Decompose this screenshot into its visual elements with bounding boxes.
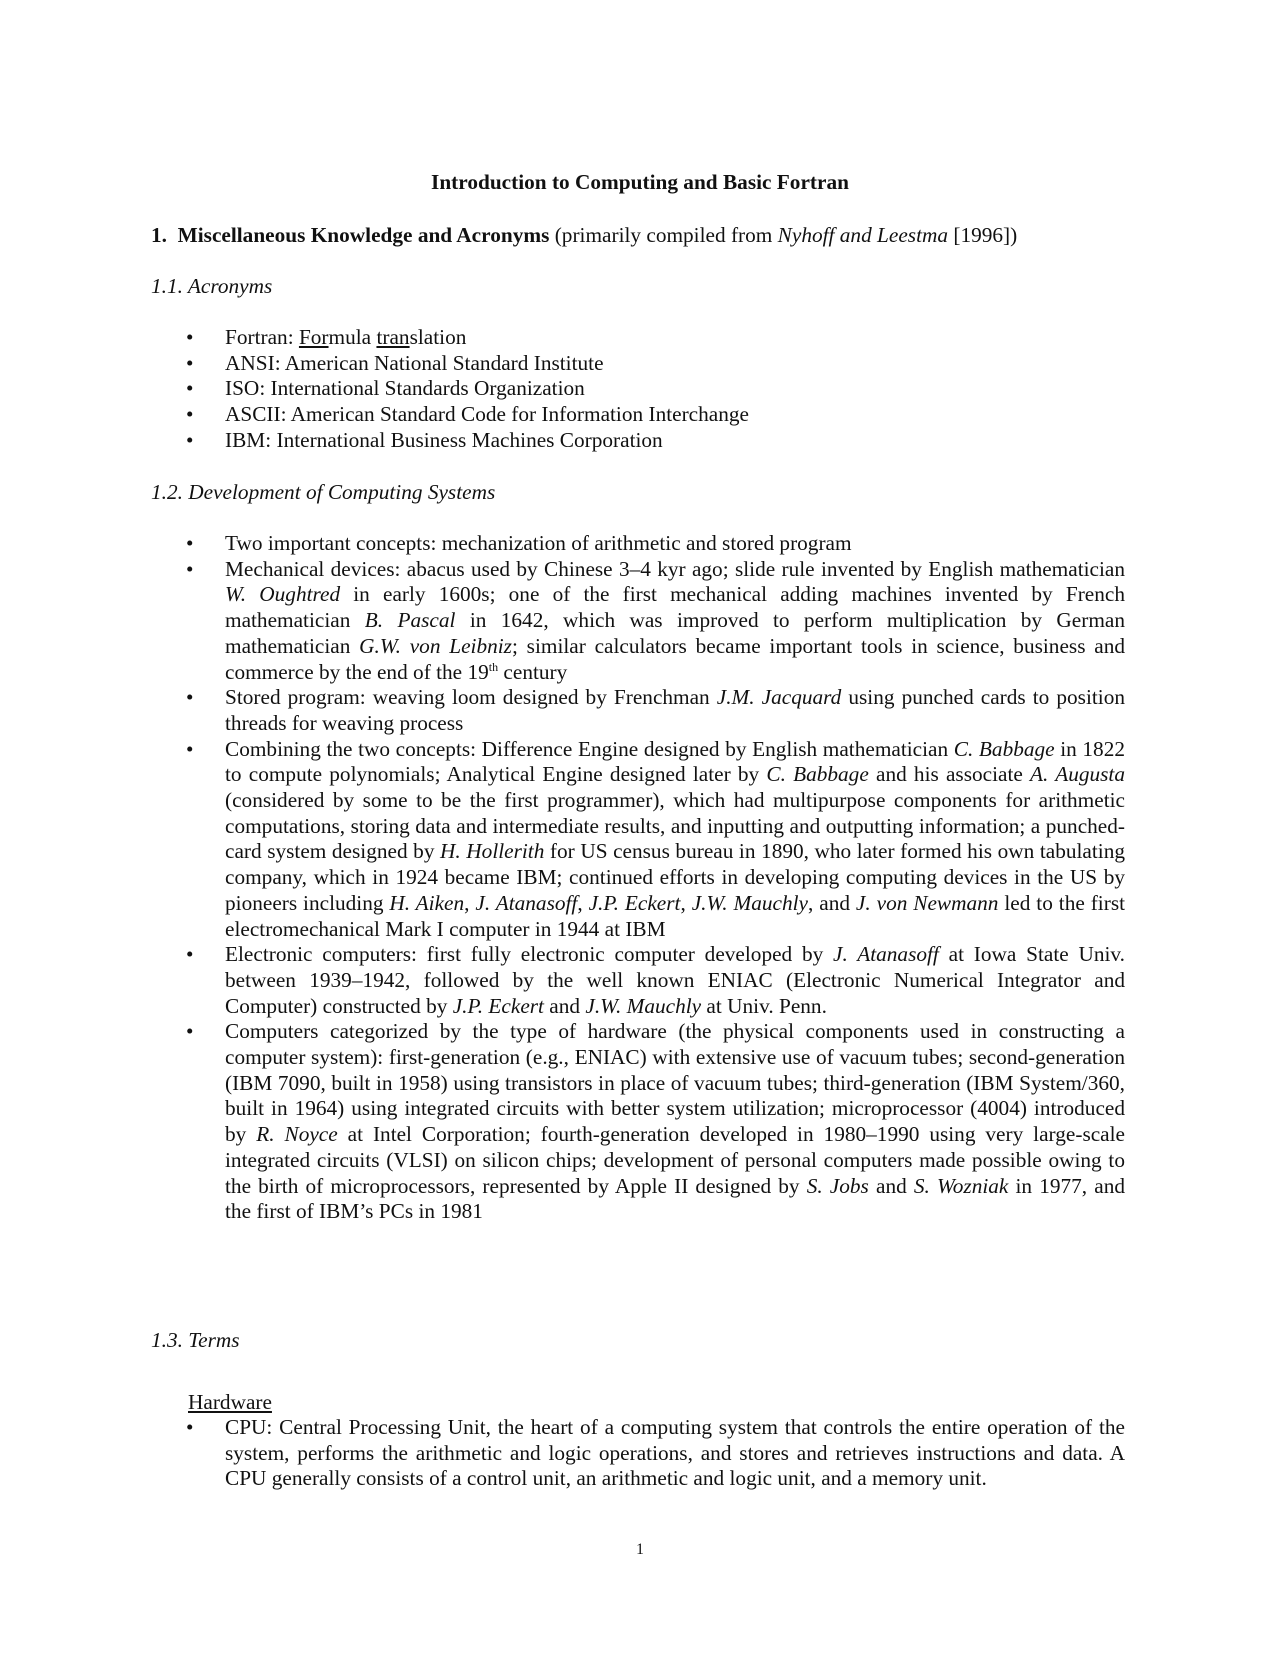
section-1-heading [151,223,1017,249]
list-item [0,351,1125,377]
item-text: Mechanical devices: abacus used by Chinese 3–4 kyr ago; slide rule invented by English mathematician [225,556,1125,581]
list-item [0,531,1125,557]
item-text: using punched cards to position threads for weaving process [225,685,1125,735]
item-text: Fortran: [225,325,299,349]
item-text: ASCII: American Standard Code for Information Interchange [225,402,749,427]
list-item [0,942,1125,1019]
item-text: at Intel Corporation; fourth-generation developed in 1980–1990 using very large-scale integrated circuits (VLSI) on silicon chips; development of personal computers made possible owing to the birth of microprocessors, represented by Apple II designed by [225,1122,1126,1198]
item-text: Stored program: weaving loom designed by Frenchman [225,685,717,710]
person-name: J.M. Jacquard [716,685,842,710]
subsection-1-1-heading: 1.1. Acronyms [151,274,273,298]
item-text: in 1642, which was improved to perform multiplication by German mathematician [225,608,1126,658]
development-list [0,531,1280,1225]
item-text: Electronic computers: first fully electronic computer developed by [225,942,834,967]
item-text: Computers categorized by the type of hardware (the physical components used in constructing a computer system): first-generation (e.g., ENIAC) with extensive use of vacuum tubes; second-generation (IBM 7090, built in 1958) using transistors in place of vacuum tubes; third-generation (IBM System/360, built in 1964) using integrated circuits with better system utilization; microprocessor (4004) introduced by [225,1019,1125,1147]
item-text: and [543,993,586,1018]
item-text: at Iowa State Univ. between 1939–1942, followed by the well known ENIAC (Electronic Numerical Integrator and Computer) constructed by [225,942,1126,1018]
item-text: CPU: Central Processing Unit, the heart of a computing system that controls the entire operation of the system, performs the arithmetic and logic operations, and stores and retrieves instructions and data. A CPU generally consists of a control unit, an arithmetic and logic unit, and a memory unit. [225,1415,1125,1491]
item-text: in 1822 to compute polynomials; Analytical Engine designed later by [225,736,1126,787]
bullet-icon: • [186,1415,194,1439]
bullet-icon: • [186,685,194,710]
bullet-icon: • [186,350,194,375]
list-item [0,402,1125,428]
item-text: in early 1600s; one of the first mechanical adding machines invented by French mathematician [225,582,1125,633]
person-name: J. Atanasoff [833,942,939,967]
superscript: th [488,659,499,674]
person-name: G.W. von Leibniz [359,633,512,658]
person-name: H. Hollerith [440,839,545,864]
item-text: , [680,890,692,915]
person-name: R. Noyce [256,1122,338,1147]
person-name: S. Wozniak [913,1173,1009,1198]
item-text: , [464,890,476,915]
bullet-icon: • [186,942,194,967]
page-number: 1 [636,1541,644,1558]
list-item [0,428,1125,454]
item-text: led to the first electromechanical Mark I computer in 1944 at IBM [225,890,1126,941]
person-name: H. Aiken [389,890,465,915]
bullet-icon: • [186,376,194,401]
person-name: A. Augusta [1030,762,1125,787]
list-item [0,1019,1125,1225]
item-text: century [498,659,568,684]
section-note-source: Nyhoff and Leestma [777,223,949,247]
item-text: at Univ. Penn. [701,993,827,1018]
hardware-label: Hardware [188,1390,272,1414]
terms-list [0,1415,1280,1492]
person-name: B. Pascal [364,608,456,633]
subsection-1-2-heading: 1.2. Development of Computing Systems [151,480,496,504]
person-name: C. Babbage [953,736,1055,761]
person-name: J.P. Eckert [588,890,681,915]
acronym-list [0,325,1280,454]
person-name: J. von Newmann [855,890,999,915]
list-item [0,376,1125,402]
bullet-icon: • [186,402,194,427]
list-item [0,1415,1125,1492]
item-text: Combining the two concepts: Difference Engine designed by English mathematician [225,736,954,761]
item-text: in 1977, and the first of IBM’s PCs in 1981 [225,1173,1126,1224]
section-title: Miscellaneous Knowledge and Acronyms [177,223,550,247]
bullet-icon: • [186,1019,194,1044]
item-text: Two important concepts: mechanization of arithmetic and stored program [225,531,852,555]
bullet-icon: • [186,531,194,555]
list-item [0,557,1125,686]
person-name: J.W. Mauchly [691,890,809,915]
list-item [0,737,1125,943]
item-text: and [868,1173,914,1198]
item-text: mula [328,325,377,349]
underlined-text: tran [376,325,410,349]
list-item [0,325,1125,351]
item-text: IBM: International Business Machines Corporation [225,427,663,452]
list-item [0,685,1125,736]
item-text: ANSI: American National Standard Institute [225,350,604,375]
section-number: 1. [151,223,167,247]
item-text: ; similar calculators became important tools in science, business and commerce by the end of the 19 [225,633,1126,684]
bullet-icon: • [186,427,194,452]
person-name: J. Atanasoff [475,890,578,915]
underlined-text: For [298,325,329,349]
bullet-icon: • [186,325,194,349]
person-name: C. Babbage [766,762,869,787]
item-text: and his associate [868,762,1031,787]
person-name: J.W. Mauchly [585,993,702,1018]
bullet-icon: • [186,736,194,761]
item-text: for US census bureau in 1890, who later formed his own tabulating company, which in 1924 became IBM; continued efforts in developing computing devices in the US by pioneers including [225,839,1125,915]
person-name: S. Jobs [806,1173,869,1198]
item-text: (considered by some to be the first programmer), which had multipurpose components for arithmetic computations, storing data and intermediate results, and inputting and outputting information; a punched-card system designed by [225,788,1125,864]
item-text: slation [409,325,467,349]
person-name: W. Oughtred [225,582,341,607]
item-text: , and [808,890,856,915]
document-title: Introduction to Computing and Basic Fortran [431,170,849,194]
person-name: J.P. Eckert [452,993,544,1018]
item-text: ISO: International Standards Organization [225,376,585,401]
section-note-suffix: [1996]) [948,223,1018,247]
bullet-icon: • [186,556,194,581]
subsection-1-3-heading: 1.3. Terms [151,1328,240,1352]
section-note-prefix: (primarily compiled from [554,223,778,247]
item-text: , [577,890,589,915]
